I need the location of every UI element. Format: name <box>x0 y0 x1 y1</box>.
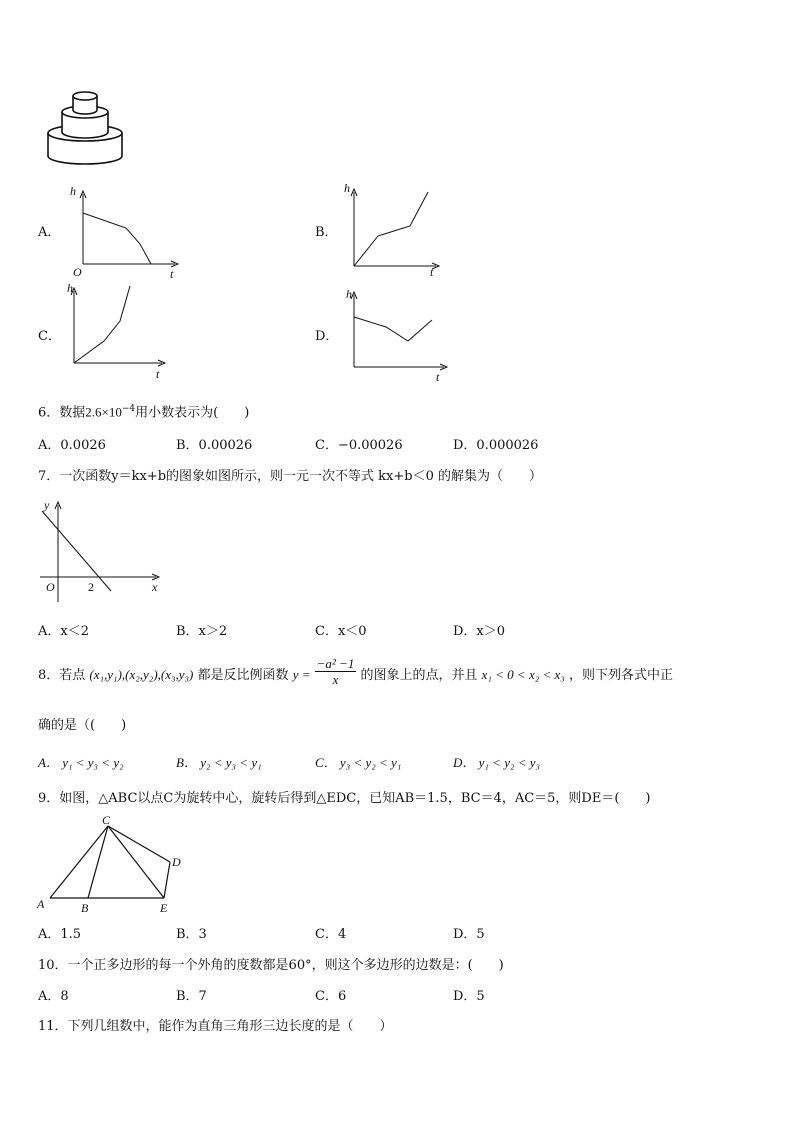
q7-option-a[interactable]: A．x＜2 <box>38 624 89 639</box>
q8-option-d-pos <box>453 755 540 772</box>
q7-tick-2: 2 <box>88 580 94 594</box>
q8-option-a-text[interactable]: A． y₁ < y₃ < y₂ <box>38 755 124 770</box>
q9-rotation-figure <box>36 814 196 914</box>
q6-number: 2.6×10 <box>85 404 122 420</box>
stacked-cylinders-figure <box>40 88 130 168</box>
q10-option-a[interactable]: A．8 <box>38 989 69 1004</box>
q5a-y-label: h <box>70 184 76 198</box>
q5-graph-a <box>70 184 185 281</box>
q6-stem-suffix: 用小数表示为( ) <box>135 405 250 421</box>
q7-x-label: x <box>152 580 158 594</box>
q5-option-d-letter[interactable]: D． <box>315 329 339 344</box>
q6-option-d[interactable]: D．0.000026 <box>453 438 539 453</box>
q8-option-b-pos <box>176 755 262 772</box>
q6-stem-prefix: 6．数据 <box>38 405 86 421</box>
q8-stem <box>38 656 673 687</box>
q7-option-b[interactable]: B．x＞2 <box>176 624 228 639</box>
q9-option-a[interactable]: A．1.5 <box>38 927 82 942</box>
q8-stem-b: 都是反比例函数 <box>197 668 289 683</box>
q10-option-c[interactable]: C．6 <box>315 989 347 1004</box>
q9-label-b: B <box>81 901 89 915</box>
q6-stem <box>38 401 249 421</box>
q5b-x-label: t <box>430 265 434 279</box>
q5d-y-label: h <box>346 287 352 301</box>
q9-label-e: E <box>160 901 168 915</box>
q5-option-b-letter[interactable]: B． <box>315 225 338 240</box>
q7-option-d[interactable]: D．x＞0 <box>453 624 506 639</box>
q5c-y-label: h <box>67 281 73 295</box>
q8-fraction-denominator: x <box>332 672 339 687</box>
q7-y-label: y <box>44 498 50 512</box>
q8-points: (x₁,y₁),(x₂,y₂),(x₃,y₃) <box>89 667 194 682</box>
q8-condition: x₁ < 0 < x₂ < x₃ <box>481 667 565 682</box>
q8-fraction <box>315 656 357 687</box>
q9-option-c[interactable]: C．4 <box>315 927 347 942</box>
q5a-x-label: t <box>170 267 174 281</box>
q6-exponent: −4 <box>121 404 136 414</box>
q5-graph-b <box>342 181 447 279</box>
q9-label-c: C <box>102 813 111 827</box>
q9-stem: 9．如图，△ABC以点C为旋转中心，旋转后得到△EDC，已知AB＝1.5，BC＝4，AC＝5，则DE＝( ) <box>38 791 651 806</box>
q8-stem-c: 的图象上的点，并且 <box>360 668 478 683</box>
q6-option-c[interactable]: C．−0.00026 <box>315 438 403 453</box>
q8-option-a-pos <box>38 755 124 772</box>
q5b-y-label: h <box>344 181 350 195</box>
q9-option-d[interactable]: D．5 <box>453 927 485 942</box>
q9-option-b[interactable]: B．3 <box>176 927 207 942</box>
q8-stem-line2: 确的是（( ) <box>38 718 127 733</box>
q7-stem: 7．一次函数y＝kx+b的图象如图所示，则一元一次不等式 kx+b＜0 的解集为（ ） <box>38 469 542 484</box>
q7-origin: O <box>46 580 55 594</box>
q9-label-d: D <box>172 855 181 869</box>
q10-option-d[interactable]: D．5 <box>453 989 485 1004</box>
q8-option-c-pos <box>315 755 401 772</box>
q8-fraction-numerator: −a² −1 <box>316 656 355 671</box>
q6-option-b[interactable]: B．0.00026 <box>176 438 253 453</box>
q8-func-lhs: y = <box>292 667 311 682</box>
q8-option-d-text[interactable]: D． y₁ < y₂ < y₃ <box>453 755 541 770</box>
q8-stem-a: 8．若点 <box>38 668 86 683</box>
q8-option-c-text[interactable]: C． y₃ < y₂ < y₁ <box>315 755 402 770</box>
q5c-x-label: t <box>156 367 160 381</box>
q5d-x-label: t <box>436 370 440 384</box>
q10-stem: 10．一个正多边形的每一个外角的度数都是60°，则这个多边形的边数是：( ) <box>38 958 504 973</box>
q5-option-a-letter[interactable]: A． <box>38 225 61 240</box>
q8-stem-d: ，则下列各式中正 <box>568 668 673 683</box>
q8-option-b-text[interactable]: B． y₂ < y₃ < y₁ <box>176 755 262 770</box>
q6-option-a[interactable]: A．0.0026 <box>38 438 106 453</box>
q5a-origin: O <box>73 265 82 279</box>
q9-label-a: A <box>37 897 45 911</box>
q7-line-graph <box>36 497 166 607</box>
q5-option-c-letter[interactable]: C． <box>38 329 61 344</box>
q7-option-c[interactable]: C．x＜0 <box>315 624 367 639</box>
q5-graph-c <box>64 283 174 383</box>
q10-option-b[interactable]: B．7 <box>176 989 207 1004</box>
q5-graph-d <box>344 285 454 385</box>
q11-stem: 11．下列几组数中，能作为直角三角形三边长度的是（ ） <box>38 1019 393 1034</box>
